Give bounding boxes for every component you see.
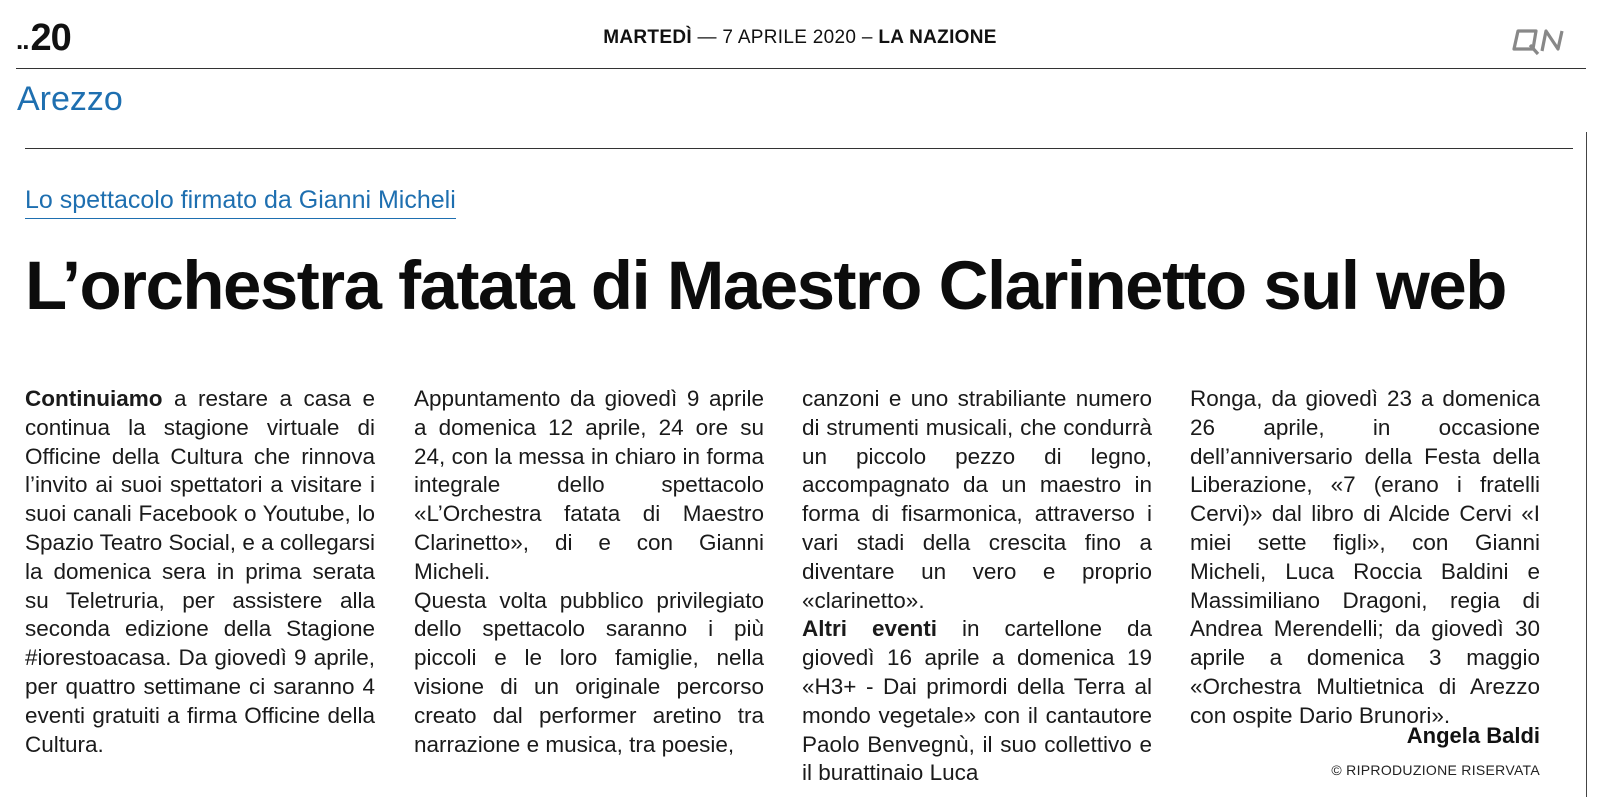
section-title: Arezzo xyxy=(17,80,123,118)
dateline-dash: — xyxy=(697,27,717,48)
page-number-value: 20 xyxy=(30,17,71,59)
article-column-4 xyxy=(1190,385,1540,731)
section-rule xyxy=(25,148,1573,149)
lead-word: Continuiamo xyxy=(25,386,163,411)
copyright-notice: © RIPRODUZIONE RISERVATA xyxy=(1331,762,1540,778)
newspaper-name: LA NAZIONE xyxy=(878,27,997,48)
dateline xyxy=(0,26,1600,50)
weekday: MARTEDÌ xyxy=(603,27,692,48)
issue-date: 7 APRILE 2020 xyxy=(722,27,857,48)
dateline-dash-2: – xyxy=(861,27,873,48)
kicker: Lo spettacolo firmato da Gianni Micheli xyxy=(25,184,456,219)
qn-logo xyxy=(1508,27,1574,57)
headline: L’orchestra fatata di Maestro Clarinetto sul web xyxy=(25,247,1506,324)
article-column-2 xyxy=(414,385,764,759)
article-column-1 xyxy=(25,385,375,759)
paragraph: Continuiamo a restare a casa e continua la stagione virtuale di Officine della Cultura che rinnova l’invito ai suoi spettatori a visitare i suoi canali Facebook o Youtube, lo Spazio Teatro Social, e a collegarsi la domenica sera in prima serata su Teletruria, per assistere alla seconda edizione della Stagione #iorestoacasa. Da giovedì 9 aprile, per quattro settimane ci saranno 4 eventi gratuiti a firma Officine della Cultura. xyxy=(25,386,375,757)
author-byline: Angela Baldi xyxy=(1406,723,1540,748)
paragraph: Ronga, da giovedì 23 a domenica 26 aprile, in occasione dell’anniversario della Festa della Liberazione, «7 (erano i fratelli Cervi)» dal libro di Alcide Cervi «I miei sette figli», con Gianni Micheli, Luca Roccia Baldini e Massimiliano Dragoni, regia di Andrea Merendelli; da giovedì 30 aprile a domenica 3 maggio «Orchestra Multietnica di Arezzo con ospite Dario Brunori». xyxy=(1190,386,1540,728)
page-dots: .. xyxy=(16,25,29,55)
paragraph: Altri eventi in cartellone da giovedì 16 aprile a domenica 19 «H3+ - Dai primordi della Terra al mondo vegetale» con il cantautore Paolo Benvegnù, il suo collettivo e il burattinaio Luca xyxy=(802,616,1152,786)
subhead-bold: Altri eventi xyxy=(802,616,937,642)
article-column-3 xyxy=(802,385,1152,788)
masthead-rule xyxy=(16,68,1586,69)
paragraph: canzoni e uno strabiliante numero di strumenti musicali, che condurrà un piccolo pezzo di legno, accompagnato da un maestro in forma di fisarmonica, attraverso i vari stadi della crescita fino a diventare un vero e proprio «clarinetto». xyxy=(802,386,1152,613)
column-rule xyxy=(1586,132,1587,797)
paragraph: Questa volta pubblico privilegiato dello spettacolo saranno i più piccoli e le loro famiglie, nella visione di un originale percorso creato dal performer aretino tra narrazione e musica, tra poesie, xyxy=(414,587,764,757)
masthead xyxy=(0,0,1600,70)
paragraph: Appuntamento da giovedì 9 aprile a domenica 12 aprile, 24 ore su 24, con la messa in chiaro in forma integrale dello spettacolo «L’Orchestra fatata di Maestro Clarinetto», di e con Gianni Micheli. xyxy=(414,386,764,584)
